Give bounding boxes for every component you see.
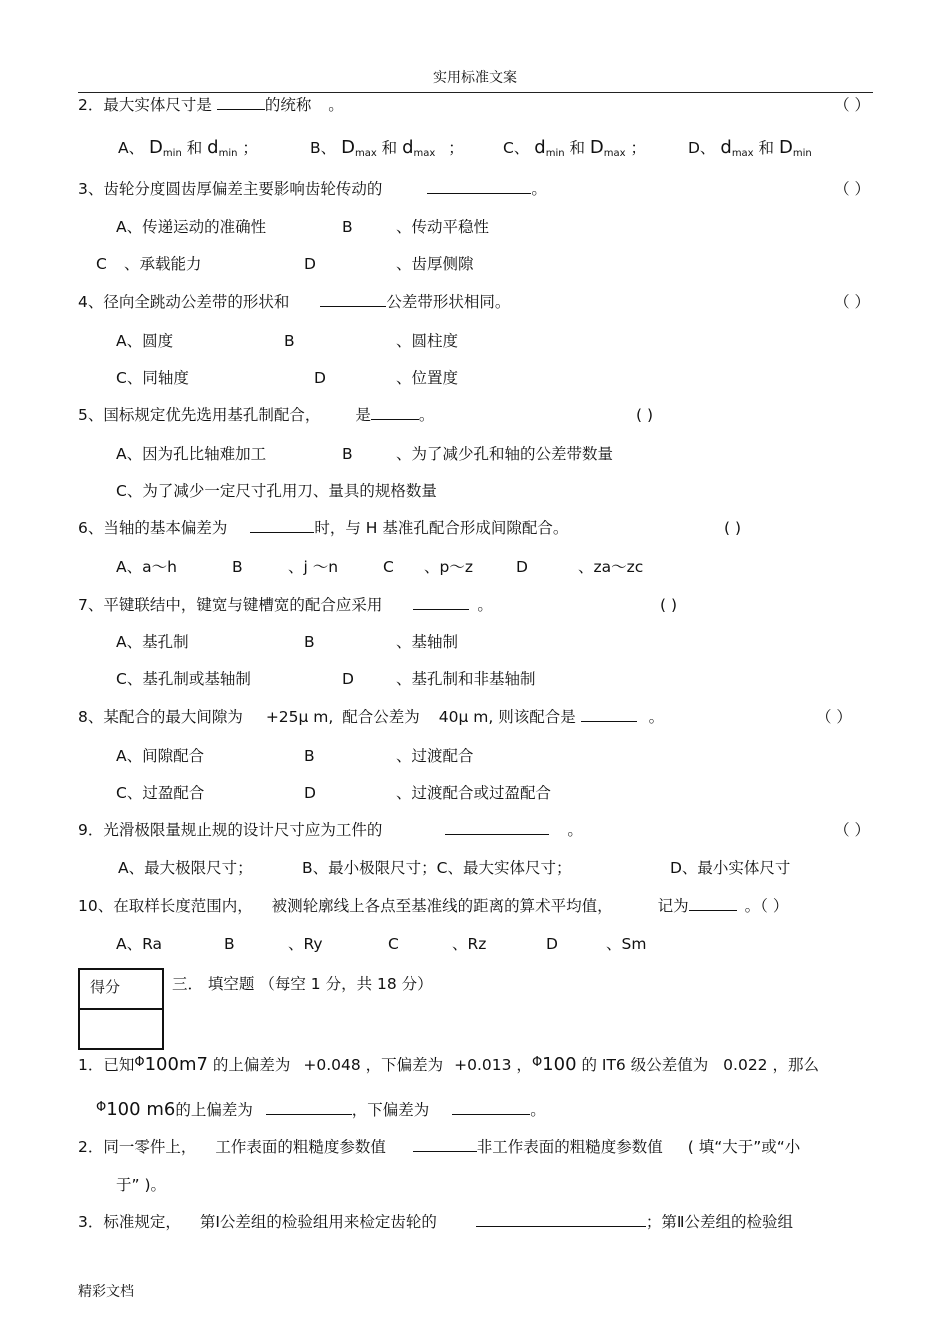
q2-c-sub2: max (603, 148, 626, 159)
q5-option-c: C、为了减少一定尺寸孔用刀、量具的规格数量 (116, 482, 437, 500)
q4-stem-text-b: 公差带形状相同。 (386, 293, 511, 311)
q2-a-sub1: min (162, 148, 182, 159)
q10-option-b: 、Ry (288, 935, 323, 953)
q9-option-d: D、最小实体尺寸 (670, 859, 791, 877)
q9-option-bc: B、最小极限尺寸；C、最大实体尺寸； (302, 859, 572, 877)
f1-text-1: 的上偏差为 (212, 1056, 291, 1074)
q10-blank (689, 896, 737, 911)
phi-symbol-1: Φ (134, 1055, 145, 1070)
q10-stem-text-c: 记为 (657, 897, 689, 915)
q2-a-label: A、 (118, 139, 145, 157)
q2-stem (78, 95, 344, 115)
q3-option-b: 、传动平稳性 (396, 218, 490, 236)
score-label: 得分 (90, 978, 121, 996)
f3-line1 (78, 1212, 793, 1232)
q2-blank (217, 95, 265, 110)
q6-paren: ( ) (724, 519, 742, 537)
q10-option-a: A、Ra (116, 935, 163, 953)
q2-d-sub2: min (792, 148, 812, 159)
q6-option-b-label: B (232, 558, 243, 576)
q4-blank (320, 292, 386, 307)
q2-d-label: D、 (688, 139, 716, 157)
q6-option-d-label: D (516, 558, 528, 576)
q6-option-b: 、j ～n (288, 558, 339, 576)
f1-number: 1．已知 (78, 1056, 135, 1074)
f1-upper-dev: +0.048 (303, 1056, 361, 1074)
q2-c-end: ； (630, 139, 647, 157)
q7-paren: ( ) (660, 596, 678, 614)
q4-stem-text-a: 4、径向全跳动公差带的形状和 (78, 293, 290, 311)
f1-text-2: ，下偏差为 (365, 1056, 444, 1074)
q10-option-c-label: C (388, 935, 399, 953)
q8-option-c: C、过盈配合 (116, 784, 205, 802)
q10-stem-text-d: 。（ ） (744, 897, 789, 915)
q2-b-end: ； (448, 139, 464, 157)
q9-blank (445, 820, 549, 835)
f3-blank (476, 1212, 646, 1227)
q8-stem-text-a: 8、某配合的最大间隙为 (78, 708, 243, 726)
f2-text-c: 非工作表面的粗糙度参数值 (476, 1138, 663, 1156)
q2-option-c (503, 138, 646, 164)
f1-size: 100 (542, 1054, 577, 1075)
q8-fit-tolerance: 40μ m, (438, 708, 494, 726)
q8-blank (581, 707, 637, 722)
q8-option-d-label: D (304, 784, 316, 802)
q8-option-b-label: B (304, 747, 315, 765)
q9-stem-text: 9．光滑极限量规止规的设计尺寸应为工件的 (78, 821, 383, 839)
q7-stem (78, 595, 493, 615)
q5-stem-text-c: 。 (418, 406, 435, 424)
phi-symbol-2: Φ (531, 1055, 543, 1070)
q8-max-clearance: +25μ m, (265, 708, 334, 726)
f1-it6-value: 0.022 (723, 1056, 768, 1074)
q9-option-a: A、最大极限尺寸； (118, 859, 253, 877)
f1-blank-2 (452, 1100, 530, 1115)
q2-b-sub2: max (413, 148, 436, 159)
q6-stem-text-b: 时，与 H 基准孔配合形成间隙配合。 (314, 519, 569, 537)
q4-paren: （ ） (834, 293, 870, 311)
q2-stem-text-b: 的统称 (264, 96, 312, 114)
f2-line1 (78, 1137, 800, 1157)
q9-stem (78, 820, 583, 840)
q3-option-a: A、传递运动的准确性 (116, 218, 267, 236)
q6-option-c-label: C (383, 558, 394, 576)
q2-a-and: 和 (181, 139, 208, 157)
f2-text-b: 工作表面的粗糙度参数值 (215, 1138, 386, 1156)
page-header: 实用标准文案 (433, 70, 517, 86)
q5-stem (78, 405, 434, 425)
q2-b-sub1: max (354, 148, 377, 159)
q3-option-c-label: C (96, 255, 107, 273)
f1-blank-1 (266, 1100, 352, 1115)
q10-option-d: 、Sm (606, 935, 647, 953)
q10-option-d-label: D (546, 935, 558, 953)
f1-fit-1: 100m7 (144, 1054, 208, 1075)
q4-option-b-label: B (284, 332, 295, 350)
f3-text-b: 第Ⅰ公差组的检验组用来检定齿轮的 (199, 1213, 437, 1231)
q7-option-b: 、基轴制 (396, 633, 459, 651)
q2-paren: （ ） (834, 96, 870, 114)
q6-stem-text-a: 6、当轴的基本偏差为 (78, 519, 228, 537)
q2-c-and: 和 (564, 139, 590, 157)
f1-lower-dev: +0.013 (454, 1056, 512, 1074)
section3-title: 三． 填空题 （每空 1 分，共 18 分） (172, 975, 433, 993)
q3-blank (427, 179, 531, 194)
q8-option-a: A、间隙配合 (116, 747, 205, 765)
f2-text-d: ( 填“大于”或“小 (687, 1138, 801, 1156)
q10-option-b-label: B (224, 935, 235, 953)
q10-stem-text-a: 10、在取样长度范围内， (78, 897, 253, 915)
q4-option-b: 、圆柱度 (396, 332, 459, 350)
q2-stem-text-a: 2．最大实体尺寸是 (78, 96, 212, 114)
q7-blank (413, 595, 469, 610)
q3-stem (78, 179, 547, 199)
q2-b-label: B、 (310, 139, 337, 157)
q2-d-sub1: max (731, 148, 754, 159)
q7-option-d: 、基孔制和非基轴制 (396, 670, 536, 688)
q3-stem-text: 3、齿轮分度圆齿厚偏差主要影响齿轮传动的 (78, 180, 383, 198)
q2-b-and: 和 (376, 139, 403, 157)
q7-option-d-label: D (342, 670, 354, 688)
q2-a-sym2: d (207, 137, 219, 158)
q2-c-label: C、 (503, 139, 530, 157)
q8-stem-text-b: 配合公差为 (342, 708, 420, 726)
q5-option-b-label: B (342, 445, 353, 463)
f1-text-4: 的 IT6 级公差值为 (581, 1056, 709, 1074)
f2-blank (413, 1137, 477, 1152)
phi-symbol-3: Φ (96, 1100, 107, 1115)
f1-text-8: 。 (530, 1101, 546, 1119)
q7-option-b-label: B (304, 633, 315, 651)
q6-option-d: 、za～zc (578, 558, 644, 576)
q8-option-d: 、过渡配合或过盈配合 (396, 784, 552, 802)
score-box (78, 968, 164, 1050)
q9-paren: （ ） (834, 821, 870, 839)
q3-option-d: 、齿厚侧隙 (396, 255, 474, 273)
q2-b-sym2: d (402, 137, 414, 158)
f1-text-6: 的上偏差为 (175, 1101, 253, 1119)
f2-line2: 于” )。 (116, 1176, 167, 1194)
page-footer: 精彩文档 (78, 1284, 134, 1300)
q8-option-b: 、过渡配合 (396, 747, 474, 765)
q10-stem-text-b: 被测轮廓线上各点至基准线的距离的算术平均值， (271, 897, 613, 915)
q8-stem (78, 707, 664, 727)
q9-end: 。 (567, 821, 583, 839)
q6-option-c: 、p～z (424, 558, 473, 576)
q2-c-sym2: D (589, 137, 604, 158)
q2-a-end: ； (242, 139, 258, 157)
q2-option-b (310, 138, 464, 164)
q3-option-c: 、承载能力 (124, 255, 202, 273)
q2-d-sym1: d (720, 137, 732, 158)
q10-option-c: 、Rz (452, 935, 487, 953)
q2-a-sub2: min (218, 148, 238, 159)
q2-c-sym1: d (534, 137, 546, 158)
q2-d-and: 和 (753, 139, 779, 157)
q4-option-d: 、位置度 (396, 369, 459, 387)
q6-option-a: A、a～h (116, 558, 177, 576)
q8-stem-text-d: 。 (648, 708, 665, 726)
q2-a-sym1: D (149, 137, 163, 158)
f3-text-c: ；第Ⅱ公差组的检验组 (645, 1213, 793, 1231)
q5-paren: ( ) (636, 406, 654, 424)
q7-option-a: A、基孔制 (116, 633, 189, 651)
q8-paren: （ ） (816, 708, 852, 726)
q6-blank (250, 518, 314, 533)
f3-text-a: 3．标准规定， (78, 1213, 181, 1231)
q7-stem-text-b: 。 (477, 596, 493, 614)
score-box-label-cell (80, 970, 162, 1010)
q3-paren: （ ） (834, 180, 870, 198)
q5-blank (371, 405, 419, 420)
q5-stem-text-b: 是 (355, 406, 371, 424)
q5-option-a: A、因为孔比轴难加工 (116, 445, 267, 463)
f1-text-7: ，下偏差为 (351, 1101, 430, 1119)
q5-option-b: 、为了减少孔和轴的公差带数量 (396, 445, 614, 463)
f1-text-5: ，那么 (772, 1056, 819, 1074)
q4-option-a: A、圆度 (116, 332, 174, 350)
header-rule (78, 92, 873, 93)
q8-stem-text-c: 则该配合是 (498, 708, 576, 726)
q3-end: 。 (531, 180, 547, 198)
f1-line1 (78, 1052, 819, 1076)
q2-c-sub1: min (545, 148, 565, 159)
q4-stem (78, 292, 510, 312)
q4-option-c: C、同轴度 (116, 369, 189, 387)
f2-text-a: 2．同一零件上， (78, 1138, 197, 1156)
f1-line2 (96, 1097, 546, 1121)
q5-stem-text-a: 5、国标规定优先选用基孔制配合， (78, 406, 321, 424)
q7-option-c: C、基孔制或基轴制 (116, 670, 251, 688)
f1-fit-2: 100 m6 (106, 1099, 176, 1120)
q2-d-sym2: D (778, 137, 793, 158)
q7-stem-text-a: 7、平键联结中，键宽与键槽宽的配合应采用 (78, 596, 383, 614)
q4-option-d-label: D (314, 369, 326, 387)
q2-option-a (118, 138, 258, 164)
q3-option-b-label: B (342, 218, 353, 236)
q2-option-d (688, 138, 812, 164)
q2-b-sym1: D (341, 137, 355, 158)
q6-stem (78, 518, 568, 538)
f1-text-3: ， (516, 1056, 532, 1074)
q3-option-d-label: D (304, 255, 316, 273)
q10-stem (78, 896, 788, 916)
q2-stem-text-c: 。 (328, 96, 344, 114)
